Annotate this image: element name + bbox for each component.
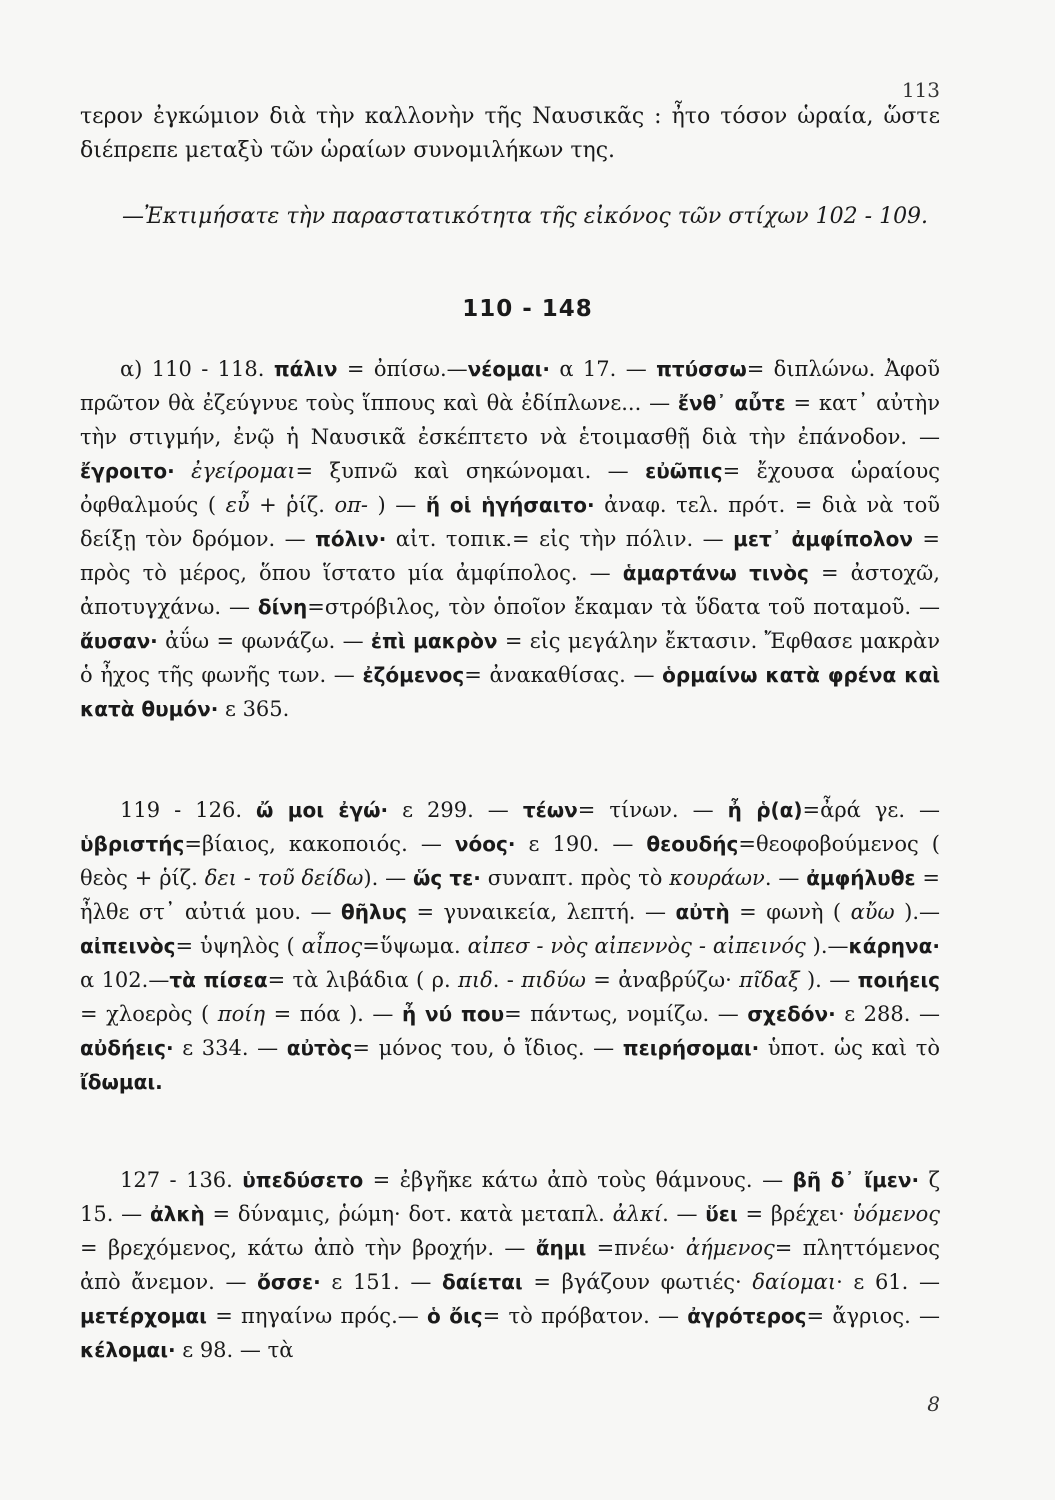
gloss-text: 119 - 126. <box>120 798 257 822</box>
gloss-text: ε 365. <box>218 697 290 721</box>
gloss-text: ). — <box>799 968 858 992</box>
headword: ἔνθ᾽ αὖτε <box>677 391 786 415</box>
gloss-text: = ἀνακαθίσας. — <box>464 663 663 687</box>
gloss-text: =βίαιος, κακοποιός. — <box>184 832 455 856</box>
gloss-text: αἰτ. τοπικ.= εἰς τὴν πόλιν. — <box>386 527 734 551</box>
gloss-text: = ἄγριος. — <box>806 1304 941 1328</box>
headword: ὑπεδύσετο <box>242 1168 364 1192</box>
headword: ἀλκὴ <box>149 1202 205 1226</box>
headword: ἦ ῥ(α) <box>727 798 803 822</box>
italic-form: δαίομαι <box>752 1270 837 1294</box>
gloss-text: ).— <box>805 934 849 958</box>
headword: ἐπὶ μακρὸν <box>370 629 498 653</box>
headword: δαίεται <box>442 1270 523 1294</box>
headword: εὐῶπις <box>645 459 723 483</box>
gloss-text: ).— <box>894 900 941 924</box>
headword: σχεδόν· <box>747 1002 836 1026</box>
headword: ἔγροιτο· <box>80 459 175 483</box>
headword: βῆ δ᾽ ἴμεν· <box>792 1168 920 1192</box>
gloss-text: ὑποτ. ὡς καὶ τὸ <box>759 1036 940 1060</box>
gloss-text: = ὑψηλὸς ( <box>175 934 302 958</box>
gloss-text: . — <box>662 1202 706 1226</box>
italic-form: πῖδαξ <box>739 968 800 992</box>
gloss-text: =πνέω· <box>586 1236 686 1260</box>
page-number: 113 <box>901 78 940 102</box>
headword: ἥ οἱ ἡγήσαιτο· <box>425 493 595 517</box>
gloss-text: = ὀπίσω.— <box>337 357 468 381</box>
gloss-text: = πόα ). — <box>265 1002 402 1026</box>
commentary-paragraph-110-118 <box>80 352 940 726</box>
headword: ἦ νύ που <box>401 1002 505 1026</box>
commentary-paragraph-127-136 <box>80 1163 940 1367</box>
gloss-text: = τὰ λιβάδια ( ρ. <box>267 968 459 992</box>
headword: ὁρμαίνω κατὰ φρένα καὶ κατὰ θυμόν· <box>80 663 940 721</box>
headword: αὐτὴ <box>675 900 730 924</box>
italic-form: δει - τοῦ δείδω <box>204 866 364 890</box>
signature-mark: 8 <box>927 1392 940 1416</box>
gloss-text: ε 190. — <box>515 832 647 856</box>
headword: ὑβριστής <box>80 832 185 856</box>
gloss-text: . — <box>764 866 807 890</box>
headword: μετ᾽ ἀμφίπολον <box>733 527 913 551</box>
gloss-text: = πάντως, νομίζω. — <box>504 1002 748 1026</box>
gloss-text: ε 98. — τὰ <box>175 1338 294 1362</box>
gloss-text: = διπλώνω. Ἀφοῦ πρῶτον θὰ ἐζεύγνυε τοὺς ἵππους καὶ θὰ ἐδίπλωνε... — <box>80 357 941 415</box>
italic-form: ἐγείρομαι <box>191 459 296 483</box>
gloss-text: = δύναμις, ῥώμη· δοτ. κατὰ μεταπλ. <box>204 1202 613 1226</box>
headword: ὕει <box>705 1202 738 1226</box>
gloss-text: = τίνων. — <box>577 798 728 822</box>
italic-form: ποίη <box>217 1002 266 1026</box>
headword: τὰ πίσεα <box>169 968 268 992</box>
italic-form: πιδύω <box>521 968 586 992</box>
gloss-text: = πρὸς τὸ μέρος, ὅπου ἵστατο μία ἀμφίπολος. — <box>80 527 940 585</box>
gloss-text: ζ 15. — <box>80 1168 940 1226</box>
headword: αὐτὸς <box>286 1036 353 1060</box>
gloss-text: ) — <box>368 493 426 517</box>
gloss-text: α) 110 - 118. <box>120 357 274 381</box>
italic-form: πιδ <box>458 968 493 992</box>
gloss-text: ἀΰω = φωνάζω. — <box>157 629 371 653</box>
gloss-text: = ἔχουσα ὡραίους ὀφθαλμούς ( <box>80 459 940 517</box>
italic-form: ἀήμενος <box>685 1236 775 1260</box>
gloss-text: = πληττόμενος ἀπὸ ἄνεμον. — <box>80 1236 940 1294</box>
headword: πόλιν· <box>315 527 387 551</box>
gloss-text: ε 334. — <box>173 1036 287 1060</box>
gloss-text: συναπτ. πρὸς τὸ <box>480 866 670 890</box>
headword: ὤ μοι ἐγώ· <box>256 798 389 822</box>
gloss-text: = κατ᾽ αὐτὴν τὴν στιγμήν, ἐνῷ ἡ Ναυσικᾶ ἐσκέπτετο νὰ ἑτοιμασθῇ διὰ τὴν ἐπάνοδον. — <box>80 391 941 449</box>
headword: τέων <box>522 798 578 822</box>
italic-form: ἀλκί <box>612 1202 663 1226</box>
section-heading: 110 - 148 <box>462 296 593 322</box>
gloss-text: = ἀναβρύζω· <box>585 968 740 992</box>
headword: ὄσσε· <box>257 1270 321 1294</box>
gloss-text: α 17. — <box>549 357 657 381</box>
gloss-text: = ἦλθε στ᾽ αὐτιά μου. — <box>80 866 941 924</box>
gloss-text: =στρόβιλος, τὸν ὁποῖον ἔκαμαν τὰ ὕδατα τοῦ ποταμοῦ. — <box>307 595 940 619</box>
headword: ὥς τε· <box>412 866 481 890</box>
gloss-text: · ε 61. — <box>836 1270 940 1294</box>
gloss-text: = γυναικεία, λεπτή. — <box>406 900 676 924</box>
headword: θεουδής <box>646 832 739 856</box>
gloss-text: = φωνὴ ( <box>729 900 851 924</box>
gloss-text: . - <box>492 968 522 992</box>
gloss-text: = τὸ πρόβατον. — <box>482 1304 688 1328</box>
gloss-text: α 102.— <box>80 968 170 992</box>
gloss-text: = ἐβγῆκε κάτω ἀπὸ τοὺς θάμνους. — <box>363 1168 793 1192</box>
headword: ἀμφήλυθε <box>806 866 916 890</box>
italic-form: αἰπεσ - νὸς αἰπεννὸς - αἰπεινός <box>467 934 806 958</box>
headword: πτύσσω <box>656 357 747 381</box>
gloss-text: 127 - 136. <box>120 1168 243 1192</box>
gloss-text: = ἀστοχῶ, ἀποτυγχάνω. — <box>80 561 940 619</box>
intro-paragraph: τερον ἐγκώμιον διὰ τὴν καλλονὴν τῆς Ναυσικᾶς : ἦτο τόσον ὡραία, ὥστε διέπρεπε μεταξὺ τῶν ὡραίων συνομιλήκων της. <box>80 104 940 163</box>
exercise-prompt: —Ἐκτιμήσατε τὴν παραστατικότητα τῆς εἰκόνος τῶν στίχων 102 - 109. <box>122 204 929 229</box>
gloss-text: ἀναφ. τελ. πρότ. = διὰ νὰ τοῦ δείξῃ τὸν δρόμον. — <box>80 493 941 551</box>
italic-form: ὑόμενος <box>852 1202 941 1226</box>
headword: δίνη <box>257 595 308 619</box>
headword: πάλιν <box>273 357 338 381</box>
gloss-text: ε 288. — <box>835 1002 940 1026</box>
gloss-text: = βγάζουν φωτιές· <box>522 1270 753 1294</box>
headword: ἀγρότερος <box>687 1304 807 1328</box>
gloss-text: ). — <box>363 866 413 890</box>
gloss-text: ε 299. — <box>388 798 523 822</box>
italic-form: αἶπος <box>301 934 363 958</box>
headword: νέομαι· <box>467 357 550 381</box>
gloss-text: = βρέχει· <box>737 1202 853 1226</box>
gloss-text: + ῥίζ. <box>249 493 335 517</box>
gloss-text: =θεοφοβούμενος ( θεὸς + ῥίζ. <box>80 832 940 890</box>
gloss-text: =ἆρά γε. — <box>802 798 941 822</box>
headword: πειρήσομαι· <box>622 1036 760 1060</box>
headword: ὁ ὄις <box>426 1304 483 1328</box>
headword: κάρηνα· <box>848 934 940 958</box>
italic-form: κουράων <box>669 866 765 890</box>
gloss-text: = εἰς μεγάλην ἔκτασιν. Ἔφθασε μακρὰν ὁ ἦχος τῆς φωνῆς των. — <box>80 629 941 687</box>
headword: αἰπεινὸς <box>80 934 176 958</box>
italic-form: εὖ <box>225 493 250 517</box>
headword: θῆλυς <box>340 900 407 924</box>
headword: ἄημι <box>535 1236 587 1260</box>
gloss-text: = ξυπνῶ καὶ σηκώνομαι. — <box>295 459 646 483</box>
gloss-text: = μόνος του, ὁ ἴδιος. — <box>352 1036 623 1060</box>
italic-form: οπ- <box>334 493 369 517</box>
headword: ἄυσαν· <box>80 629 158 653</box>
gloss-text <box>175 459 191 483</box>
headword: μετέρχομαι <box>80 1304 207 1328</box>
headword: ἁμαρτάνω τινὸς <box>622 561 809 585</box>
headword: ποιήεις <box>857 968 940 992</box>
gloss-text: = χλοερὸς ( <box>80 1002 218 1026</box>
headword: νόος· <box>454 832 516 856</box>
headword: κέλομαι· <box>80 1338 176 1362</box>
gloss-text: = βρεχόμενος, κάτω ἀπὸ τὴν βροχήν. — <box>80 1236 536 1260</box>
gloss-text: =ὕψωμα. <box>362 934 468 958</box>
headword: ἴδωμαι. <box>80 1070 163 1094</box>
gloss-text: = πηγαίνω πρός.— <box>206 1304 427 1328</box>
commentary-paragraph-119-126 <box>80 793 940 1099</box>
italic-form: αὔω <box>850 900 895 924</box>
headword: αὐδήεις· <box>80 1036 174 1060</box>
headword: ἐζόμενος <box>362 663 465 687</box>
gloss-text: ε 151. — <box>320 1270 442 1294</box>
